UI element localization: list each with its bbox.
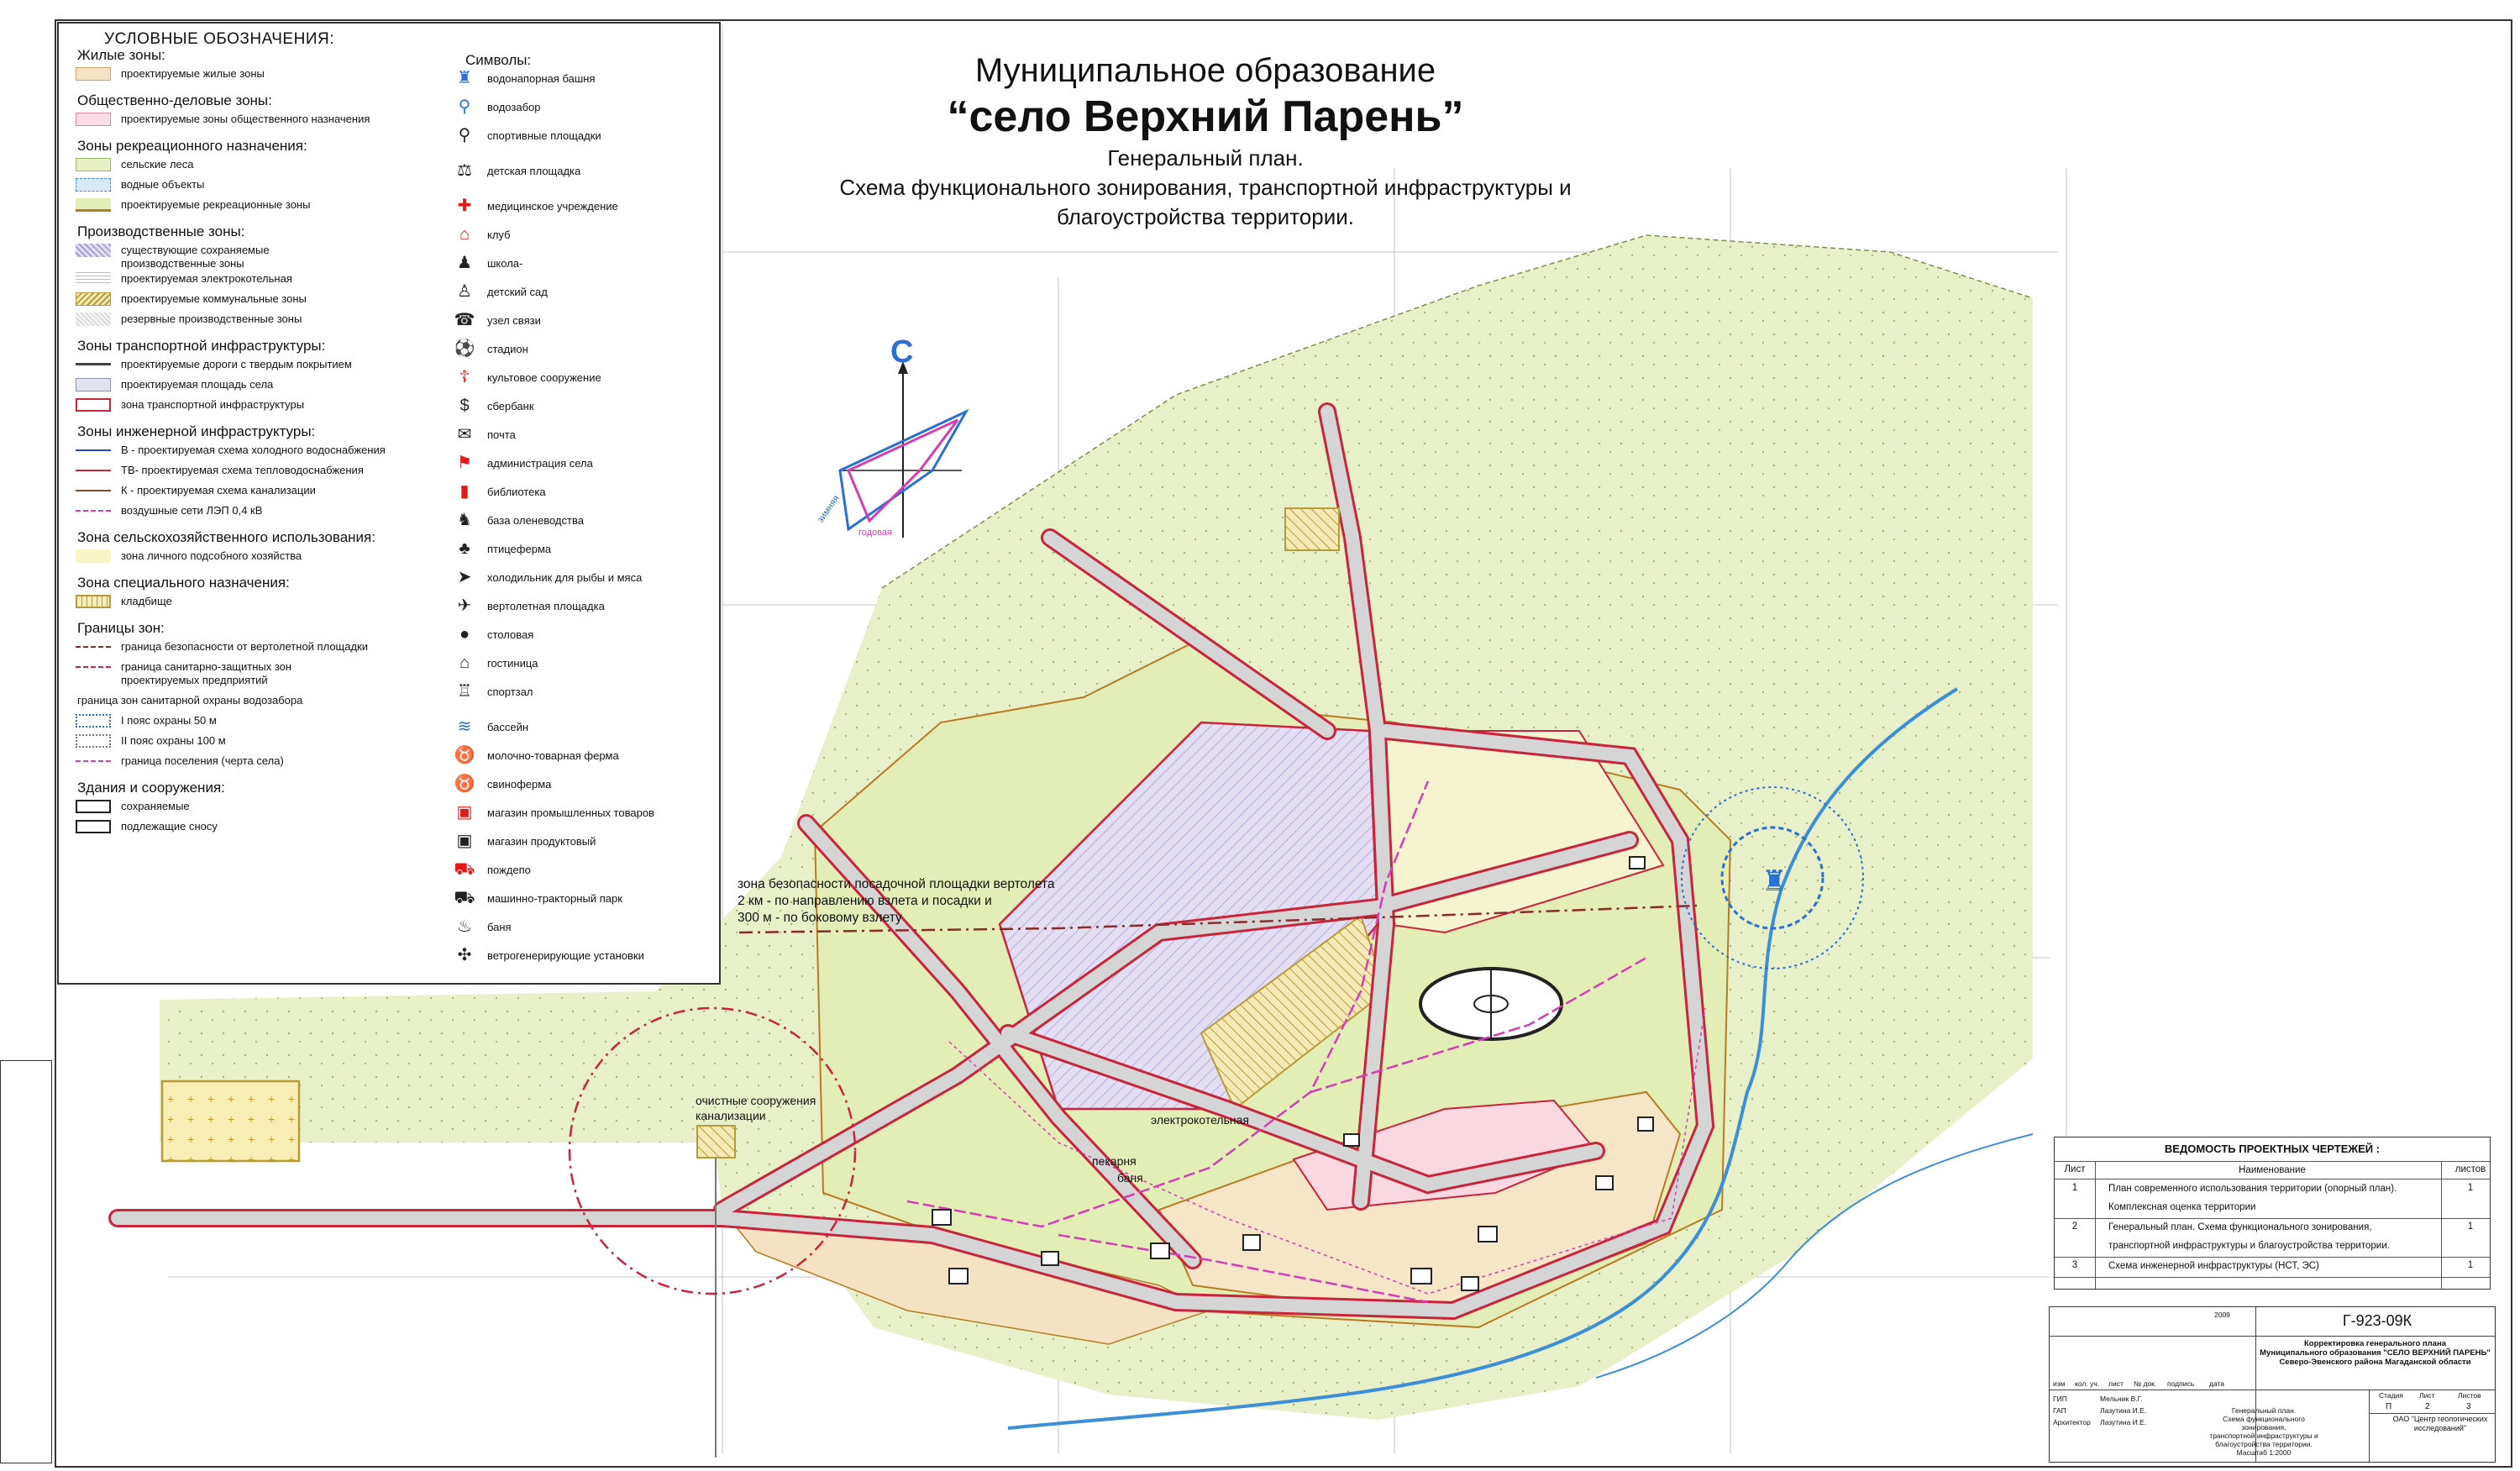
grocery-icon: ▣ [456,832,473,850]
legend-group-11-head: Здания и сооружения: [77,780,225,796]
fish-icon: ➤ [457,568,472,586]
stamp-code: Г-923-09К [2342,1312,2412,1329]
col-sheet: Лист [2064,1164,2086,1174]
title-block [739,52,1672,230]
stamp-organization [2386,1415,2495,1433]
legend-item: водные объекты [121,178,205,191]
row-name-2: Комплексная оценка территории [2108,1202,2256,1212]
title-line-3: Генеральный план. [1107,145,1304,171]
row-sheet-no: 2 [2071,1221,2078,1232]
symbol-label: сбербанк [487,400,534,412]
stamp-desc-1: Генеральный план. [2231,1406,2297,1415]
stamp-description [2209,1406,2318,1457]
helipad-area [1285,508,1339,550]
legend-panel [57,22,721,985]
legend-item: В - проектируемая схема холодного водоснабжения [121,444,386,456]
symbols-title: Символы: [465,52,532,68]
post-icon: ✉ [457,425,472,444]
legend-group-5-head: Зоны транспортной инфраструктуры: [77,338,326,354]
stamp-h-podp: подпись [2167,1379,2195,1388]
symbol-label: водонапорная башня [487,72,596,85]
drawings-table-row [2055,1218,2490,1258]
symbol-label: узел связи [487,314,541,327]
legend-swatch [76,595,111,608]
symbol-label: магазин промышленных товаров [487,806,654,819]
legend-swatch [76,490,111,491]
row-count: 1 [2467,1221,2474,1232]
symbol-label: школа- [487,257,523,270]
playground-icon: ⚖ [457,161,472,180]
stamp-object-3: Северо-Эвенского района Магаданской области [2279,1358,2471,1367]
compass-rose [840,361,966,538]
stamp-name-1: Мельник В.Г. [2100,1395,2143,1403]
legend-swatch [76,272,111,286]
legend-item: граница поселения (черта села) [121,754,284,767]
stamp-object-2: Муниципального образования "СЕЛО ВЕРХНИЙ ПАРЕНЬ" [2260,1348,2491,1358]
legend-group-4-head: Производственные зоны: [77,223,245,239]
legend-swatch [76,820,111,833]
legend-swatch [76,549,111,563]
stamp-h-izm: изм [2053,1379,2066,1388]
legend-item: проектируемых предприятий [121,674,268,686]
symbol-label: клуб [487,229,511,241]
row-count: 1 [2467,1260,2474,1270]
stamp-desc-5: Масштаб 1:2000 [2236,1448,2292,1457]
legend-item: проектируемые коммунальные зоны [121,292,307,305]
water-intake-map-icon: ♜ [1761,865,1788,897]
symbol-label: молочно-товарная ферма [487,749,619,762]
legend-swatch [76,734,111,748]
legend-item: проектируемые рекреационные зоны [121,198,311,211]
stamp-h-list: лист [2108,1379,2124,1388]
legend-swatch [76,449,111,451]
legend-item: производственные зоны [121,257,244,270]
treatment-label-1: очистные сооружения [696,1094,816,1107]
drawings-table-row [2055,1257,2490,1278]
symbol-label: пождепо [487,864,531,876]
col-count: листов [2454,1164,2486,1174]
club-icon: ⌂ [459,225,470,244]
legend-swatch [76,244,111,257]
stamp-desc-4: благоустройства территории. [2215,1440,2313,1448]
stamp-role-3: Архитектор [2053,1418,2091,1426]
title-line-1: Муниципальное образование [974,52,1436,89]
symbol-label: магазин продуктовый [487,835,596,848]
canteen-icon: ● [459,625,470,644]
symbol-label: ветрогенерирующие установки [487,949,644,962]
legend-swatch [76,313,111,326]
stamp-h-data: дата [2209,1379,2225,1388]
stamp-role-1: ГИП [2053,1395,2067,1403]
row-name-2: транспортной инфраструктуры и благоустройства территории. [2108,1241,2390,1251]
legend-item: К - проектируемая схема канализации [121,484,316,496]
row-sheet-no: 1 [2071,1183,2078,1193]
symbol-label: холодильник для рыбы и мяса [487,571,643,584]
fire-station-icon: ⛟ [454,860,475,879]
treatment-label-2: канализации [696,1109,766,1122]
legend-swatch [76,292,111,306]
symbol-label: вертолетная площадка [487,600,605,612]
stamp-sheets-h: Листов [2458,1391,2481,1400]
title-line-5: благоустройства территории. [1057,204,1354,229]
stamp-org-1: ОАО "Центр геологических [2392,1415,2488,1423]
symbol-label: столовая [487,628,534,641]
bakery-label: пекарня [1092,1154,1137,1168]
legend-item: сельские леса [121,158,194,171]
title-line-4: Схема функционального зонирования, транспортной инфраструктуры и [839,175,1572,200]
stamp-object-1: Корректировка генерального плана [2304,1339,2446,1348]
bathhouse-icon: ♨ [457,917,472,936]
poultry-icon: ♣ [459,539,470,558]
legend-swatch [76,398,111,412]
pig-icon: ♉ [454,775,475,793]
legend-swatch [76,714,111,728]
stamp-name-3: Лазутина И.Е. [2100,1418,2147,1426]
kindergarten-icon: ♙ [457,282,472,301]
legend-group-10-head: граница зон санитарной охраны водозабора [77,694,303,707]
legend-group-9-head: Границы зон: [77,620,165,636]
symbol-label: детская площадка [487,165,581,177]
title-stamp [2049,1306,2496,1463]
legend-item: зона личного подсобного хозяйства [121,549,302,562]
side-stamp-strip [0,1060,52,1463]
legend-swatch [76,378,111,391]
legend-item: проектируемая площадь села [121,378,274,391]
symbol-label: бассейн [487,721,529,733]
legend-item: I пояс охраны 50 м [121,714,217,727]
legend-item: II пояс охраны 100 м [121,734,226,747]
legend-item: проектируемые дороги с твердым покрытием [121,358,352,370]
drawings-table-title: ВЕДОМОСТЬ ПРОЕКТНЫХ ЧЕРТЕЖЕЙ : [2164,1143,2381,1155]
treatment-plant [697,1126,735,1158]
symbol-label: свиноферма [487,778,552,791]
legend-item: подлежащие сносу [121,820,218,833]
legend-group-7-head: Зона сельскохозяйственного использования: [77,529,375,545]
stamp-stage: П [2386,1402,2392,1411]
communication-icon: ☎ [454,311,475,329]
title-line-2: “село Верхний Парень” [947,92,1464,141]
stamp-sheets: 3 [2466,1402,2471,1411]
symbol-label: библиотека [487,486,546,498]
symbol-label: машинно-тракторный парк [487,892,622,905]
legend-item: воздушные сети ЛЭП 0,4 кВ [121,504,263,517]
symbol-label: администрация села [487,457,593,470]
legend-swatch [76,666,111,668]
legend-item: резервные производственные зоны [121,313,302,325]
helicopter-icon: ✈ [457,596,472,615]
symbol-label: почта [487,428,516,441]
shop-icon: ▣ [456,803,473,822]
stamp-stage-h: Стадия [2379,1391,2403,1400]
stamp-object [2255,1339,2495,1367]
row-count: 1 [2467,1183,2474,1193]
legend-swatch [76,760,111,762]
legend-swatch [76,363,111,366]
symbol-label: водозабор [487,101,541,113]
stamp-h-kol: кол. уч. [2075,1379,2100,1388]
legend-swatch [76,158,111,171]
legend-swatch [76,178,111,192]
helipad-zone-text-2: 2 км - по направлению взлета и посадки и [738,894,992,908]
bathhouse-label: баня [1117,1171,1143,1185]
symbol-label: детский сад [487,286,548,298]
legend-item: проектируемые жилые зоны [121,67,265,80]
bank-icon: $ [459,397,470,415]
stamp-org-2: исследований" [2413,1424,2467,1432]
symbol-label: гостиница [487,657,538,670]
legend-swatch [76,67,111,81]
stamp-sheet-h: Лист [2419,1391,2435,1400]
helipad-zone-text-1: зона безопасности посадочной площадки вертолета [738,877,1055,891]
legend-title: УСЛОВНЫЕ ОБОЗНАЧЕНИЯ: [104,30,334,48]
wind-label-annual: годовая [858,528,892,538]
legend-item: проектируемая электрокотельная [121,272,292,285]
legend-item: граница безопасности от вертолетной площадки [121,640,369,653]
symbol-label: база оленеводства [487,514,584,527]
legend-item: граница санитарно-защитных зон [121,660,292,673]
legend-swatch [76,646,111,648]
legend-swatch [76,198,111,212]
legend-item: сохраняемые [121,800,190,812]
symbol-label: культовое сооружение [487,371,601,384]
wind-turbine-icon: ✣ [457,946,472,964]
library-icon: ▮ [459,482,470,501]
stadium-icon: ⚽ [454,339,475,358]
legend-item: ТВ- проектируемая схема тепловодоснабжения [121,464,364,476]
stamp-h-doc: № док. [2134,1379,2157,1388]
legend-group-1-head: Жилые зоны: [77,47,165,63]
legend-group-3-head: Зоны рекреационного назначения: [77,138,307,154]
compass-letter: С [890,334,914,370]
administration-icon: ⚑ [457,454,472,472]
drawings-table [2054,1137,2491,1290]
legend-item: зона транспортной инфраструктуры [121,398,305,411]
medical-icon: ✚ [457,197,472,215]
gym-icon: ♖ [457,682,472,701]
water-tower-icon: ♜ [457,69,472,87]
legend-group-8-head: Зона специального назначения: [77,575,290,591]
legend-item: проектируемые зоны общественного назначения [121,113,370,125]
symbol-label: баня [487,921,512,933]
row-name-1: План современного использования территории (опорный план). [2108,1184,2397,1194]
drawings-table-header [2055,1161,2490,1179]
hotel-icon: ⌂ [459,654,470,672]
stamp-role-2: ГАП [2053,1406,2066,1415]
legend-group-2-head: Общественно-деловые зоны: [77,92,272,108]
symbol-label: спортзал [487,686,533,698]
legend-swatch [76,470,111,471]
legend-item: существующие сохраняемые [121,244,270,256]
stamp-desc-3: транспортной инфраструктуры и [2209,1432,2318,1440]
boiler-label: электрокотельная [1151,1113,1249,1127]
symbol-label: птицеферма [487,543,552,555]
legend-swatch [76,800,111,813]
row-name-1: Генеральный план. Схема функционального зонирования, [2108,1222,2372,1232]
row-sheet-no: 3 [2071,1260,2078,1270]
stamp-desc-2: Схема функционального зонирования, [2223,1415,2305,1432]
row-name-1: Схема инженерной инфраструктуры (НСТ, ЭС) [2108,1261,2319,1271]
deer-icon: ♞ [457,511,472,529]
stamp-year: 2009 [2214,1311,2230,1319]
symbol-label: медицинское учреждение [487,200,618,213]
water-intake-icon: ⚲ [458,97,471,116]
legend-group-6-head: Зоны инженерной инфраструктуры: [77,423,316,439]
helipad-zone-text-3: 300 м - по боковому взлету [738,911,902,925]
legend-swatch [76,510,111,512]
pool-icon: ≋ [457,717,472,736]
col-name: Наименование [2239,1165,2306,1175]
legend-item: кладбище [121,595,172,607]
school-icon: ♟ [457,254,472,272]
symbol-label: спортивные площадки [487,129,601,142]
drawings-table-row [2055,1179,2490,1219]
sports-ground-icon: ⚲ [458,126,471,144]
symbol-label: стадион [487,343,528,355]
stamp-sheet: 2 [2425,1402,2430,1411]
tractor-icon: ⛟ [454,889,475,907]
wind-label-winter: зимняя [815,493,842,525]
cow-icon: ♉ [454,746,475,764]
legend-swatch [76,113,111,126]
cemetery-area [162,1081,299,1161]
church-icon: ☦ [459,368,470,386]
stamp-name-2: Лазутина И.Е. [2100,1406,2147,1415]
